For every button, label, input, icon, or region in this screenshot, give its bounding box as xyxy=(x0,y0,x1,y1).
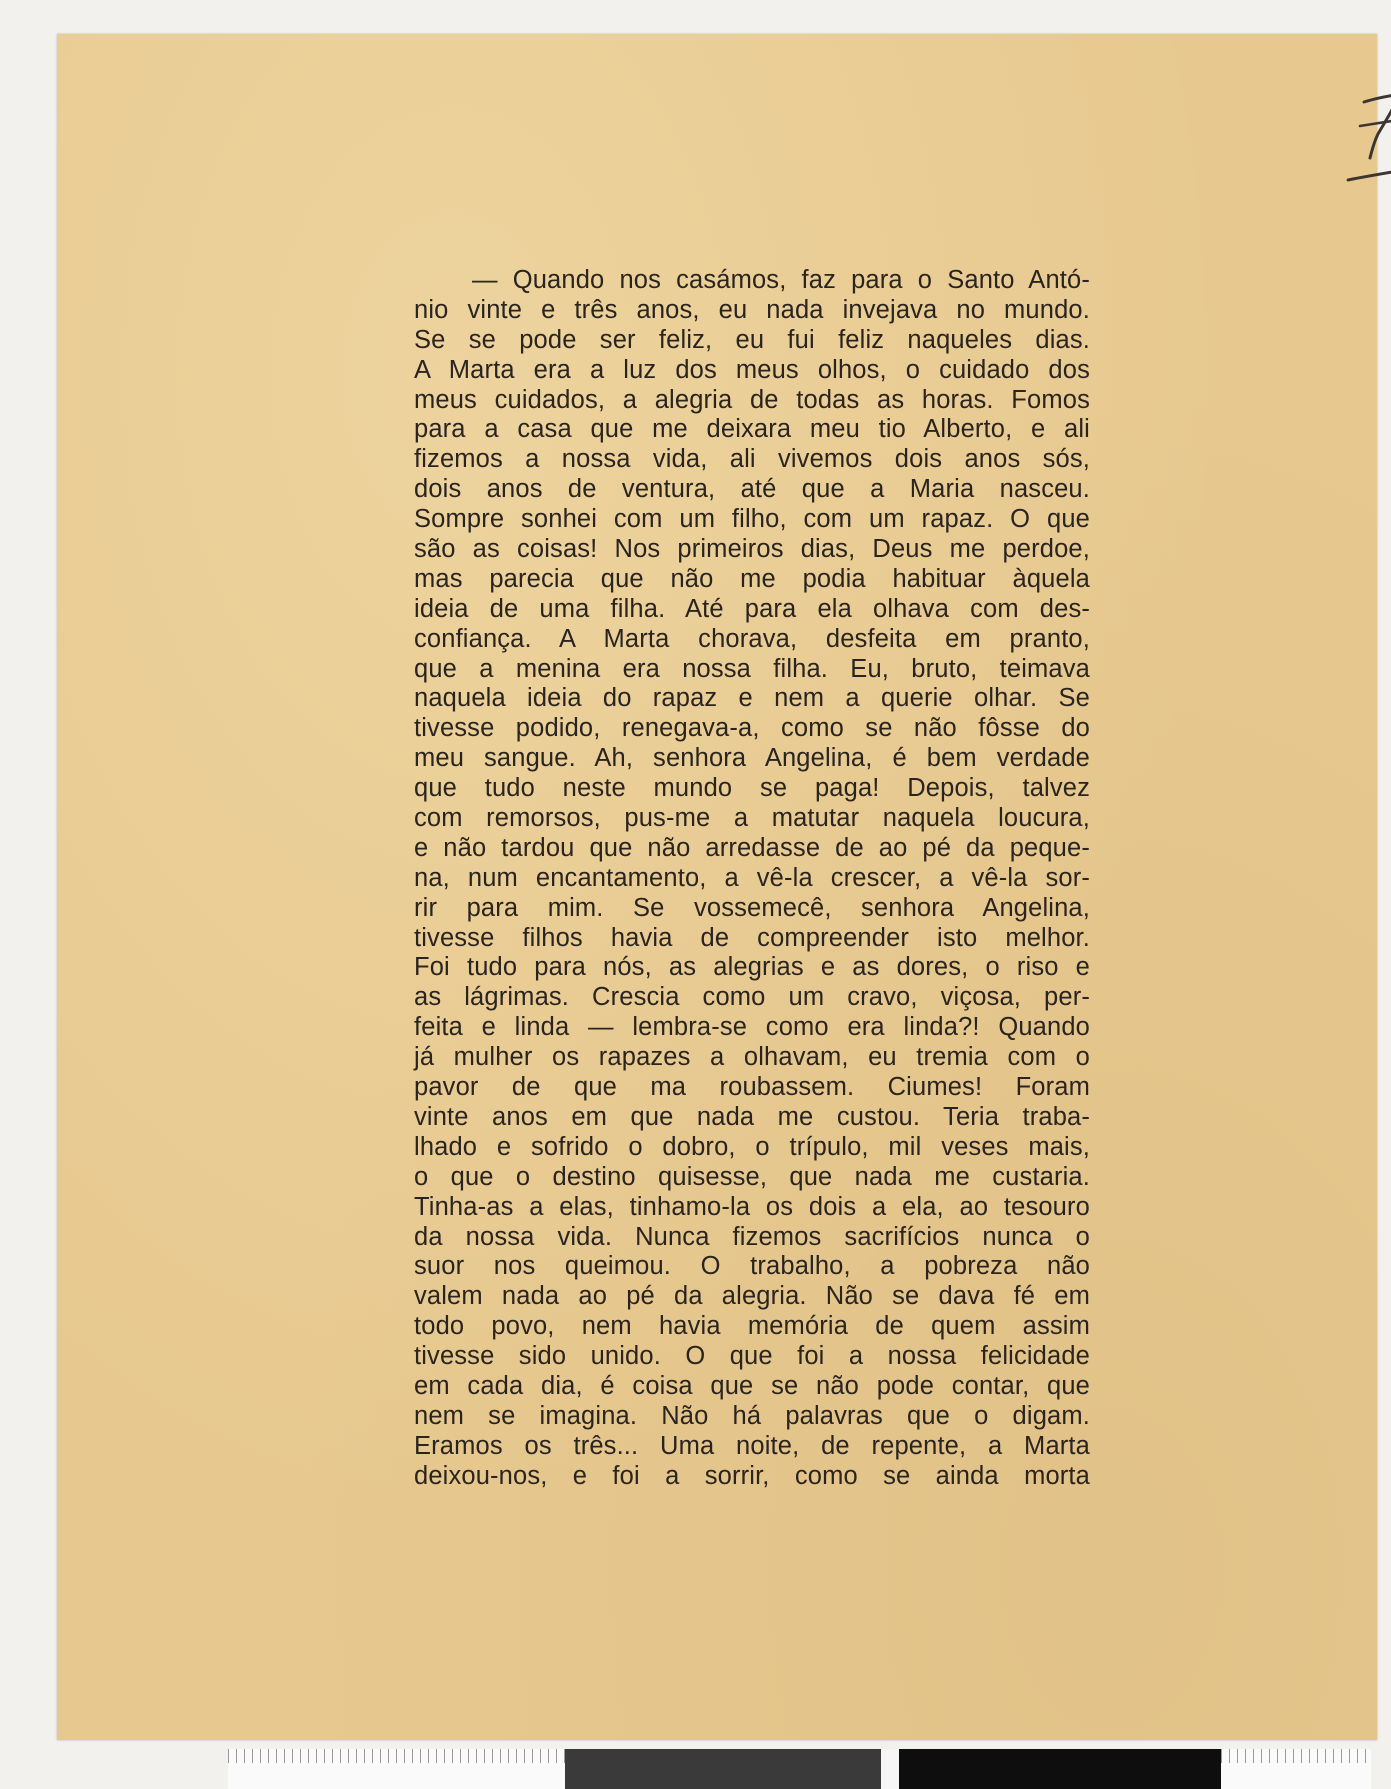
text-line: Tinha-as a elas, tinhamo-la os dois a ela, ao tesouro xyxy=(414,1192,1090,1221)
ruler-gray-patch xyxy=(565,1749,881,1789)
text-line: mas parecia que não me podia habituar àquela xyxy=(414,564,1090,593)
text-line: ideia de uma filha. Até para ela olhava com des- xyxy=(414,594,1090,623)
text-line: para a casa que me deixara meu tio Alberto, e ali xyxy=(414,415,1090,444)
text-line: nem se imagina. Não há palavras que o digam. xyxy=(414,1401,1090,1430)
scan-color-ruler xyxy=(0,1740,1391,1789)
text-line: o que o destino quisesse, que nada me custaria. xyxy=(414,1162,1090,1191)
text-line: Foi tudo para nós, as alegrias e as dores, o riso e xyxy=(414,953,1090,982)
text-line: todo povo, nem havia memória de quem assim xyxy=(414,1312,1090,1341)
text-line: A Marta era a luz dos meus olhos, o cuidado dos xyxy=(414,355,1090,384)
text-line: naquela ideia do rapaz e nem a querie olhar. Se xyxy=(414,684,1090,713)
ruler-scale-right xyxy=(1221,1749,1371,1789)
text-line: as lágrimas. Crescia como um cravo, viçosa, per- xyxy=(414,983,1090,1012)
text-line: nio vinte e três anos, eu nada invejava no mundo. xyxy=(414,295,1090,324)
text-line: lhado e sofrido o dobro, o trípulo, mil veses mais, xyxy=(414,1132,1090,1161)
text-line: confiança. A Marta chorava, desfeita em pranto, xyxy=(414,624,1090,653)
paper-sheet xyxy=(57,34,1377,1740)
text-line: suor nos queimou. O trabalho, a pobreza não xyxy=(414,1252,1090,1281)
text-line: dois anos de ventura, até que a Maria nasceu. xyxy=(414,475,1090,504)
text-line: e não tardou que não arredasse de ao pé da peque- xyxy=(414,833,1090,862)
text-line: Sompre sonhei com um filho, com um rapaz. O que xyxy=(414,505,1090,534)
text-line: fizemos a nossa vida, ali vivemos dois anos sós, xyxy=(414,445,1090,474)
text-line: tivesse sido unido. O que foi a nossa felicidade xyxy=(414,1342,1090,1371)
text-line: rir para mim. Se vossemecê, senhora Angelina, xyxy=(414,893,1090,922)
text-line: tivesse filhos havia de compreender isto melhor. xyxy=(414,923,1090,952)
text-line: feita e linda — lembra-se como era linda?! Quando xyxy=(414,1013,1090,1042)
body-paragraph xyxy=(414,266,1090,1492)
text-line: Se se pode ser feliz, eu fui feliz naqueles dias. xyxy=(414,325,1090,354)
text-line: pavor de que ma roubassem. Ciumes! Foram xyxy=(414,1073,1090,1102)
text-line: meus cuidados, a alegria de todas as horas. Fomos xyxy=(414,385,1090,414)
text-line: deixou-nos, e foi a sorrir, como se ainda morta xyxy=(414,1461,1090,1490)
text-line: valem nada ao pé da alegria. Não se dava fé em xyxy=(414,1282,1090,1311)
text-line: que tudo neste mundo se paga! Depois, talvez xyxy=(414,774,1090,803)
text-line: são as coisas! Nos primeiros dias, Deus me perdoe, xyxy=(414,535,1090,564)
text-line: vinte anos em que nada me custou. Teria traba- xyxy=(414,1102,1090,1131)
text-line: na, num encantamento, a vê-la crescer, a vê-la sor- xyxy=(414,863,1090,892)
text-line: Eramos os três... Uma noite, de repente, a Marta xyxy=(414,1431,1090,1460)
text-line: meu sangue. Ah, senhora Angelina, é bem verdade xyxy=(414,744,1090,773)
text-line: em cada dia, é coisa que se não pode contar, que xyxy=(414,1371,1090,1400)
handwritten-page-number xyxy=(1342,82,1391,192)
ruler-black-patch xyxy=(899,1749,1221,1789)
text-line: — Quando nos casámos, faz para o Santo Antó- xyxy=(472,266,1090,294)
ruler-scale-left xyxy=(228,1749,565,1789)
text-line: que a menina era nossa filha. Eu, bruto, teimava xyxy=(414,654,1090,683)
text-line: já mulher os rapazes a olhavam, eu tremia com o xyxy=(414,1043,1090,1072)
ruler-white-patch xyxy=(881,1749,899,1789)
text-line: com remorsos, pus-me a matutar naquela loucura, xyxy=(414,804,1090,833)
text-line: tivesse podido, renegava-a, como se não fôsse do xyxy=(414,714,1090,743)
text-line: da nossa vida. Nunca fizemos sacrifícios nunca o xyxy=(414,1222,1090,1251)
